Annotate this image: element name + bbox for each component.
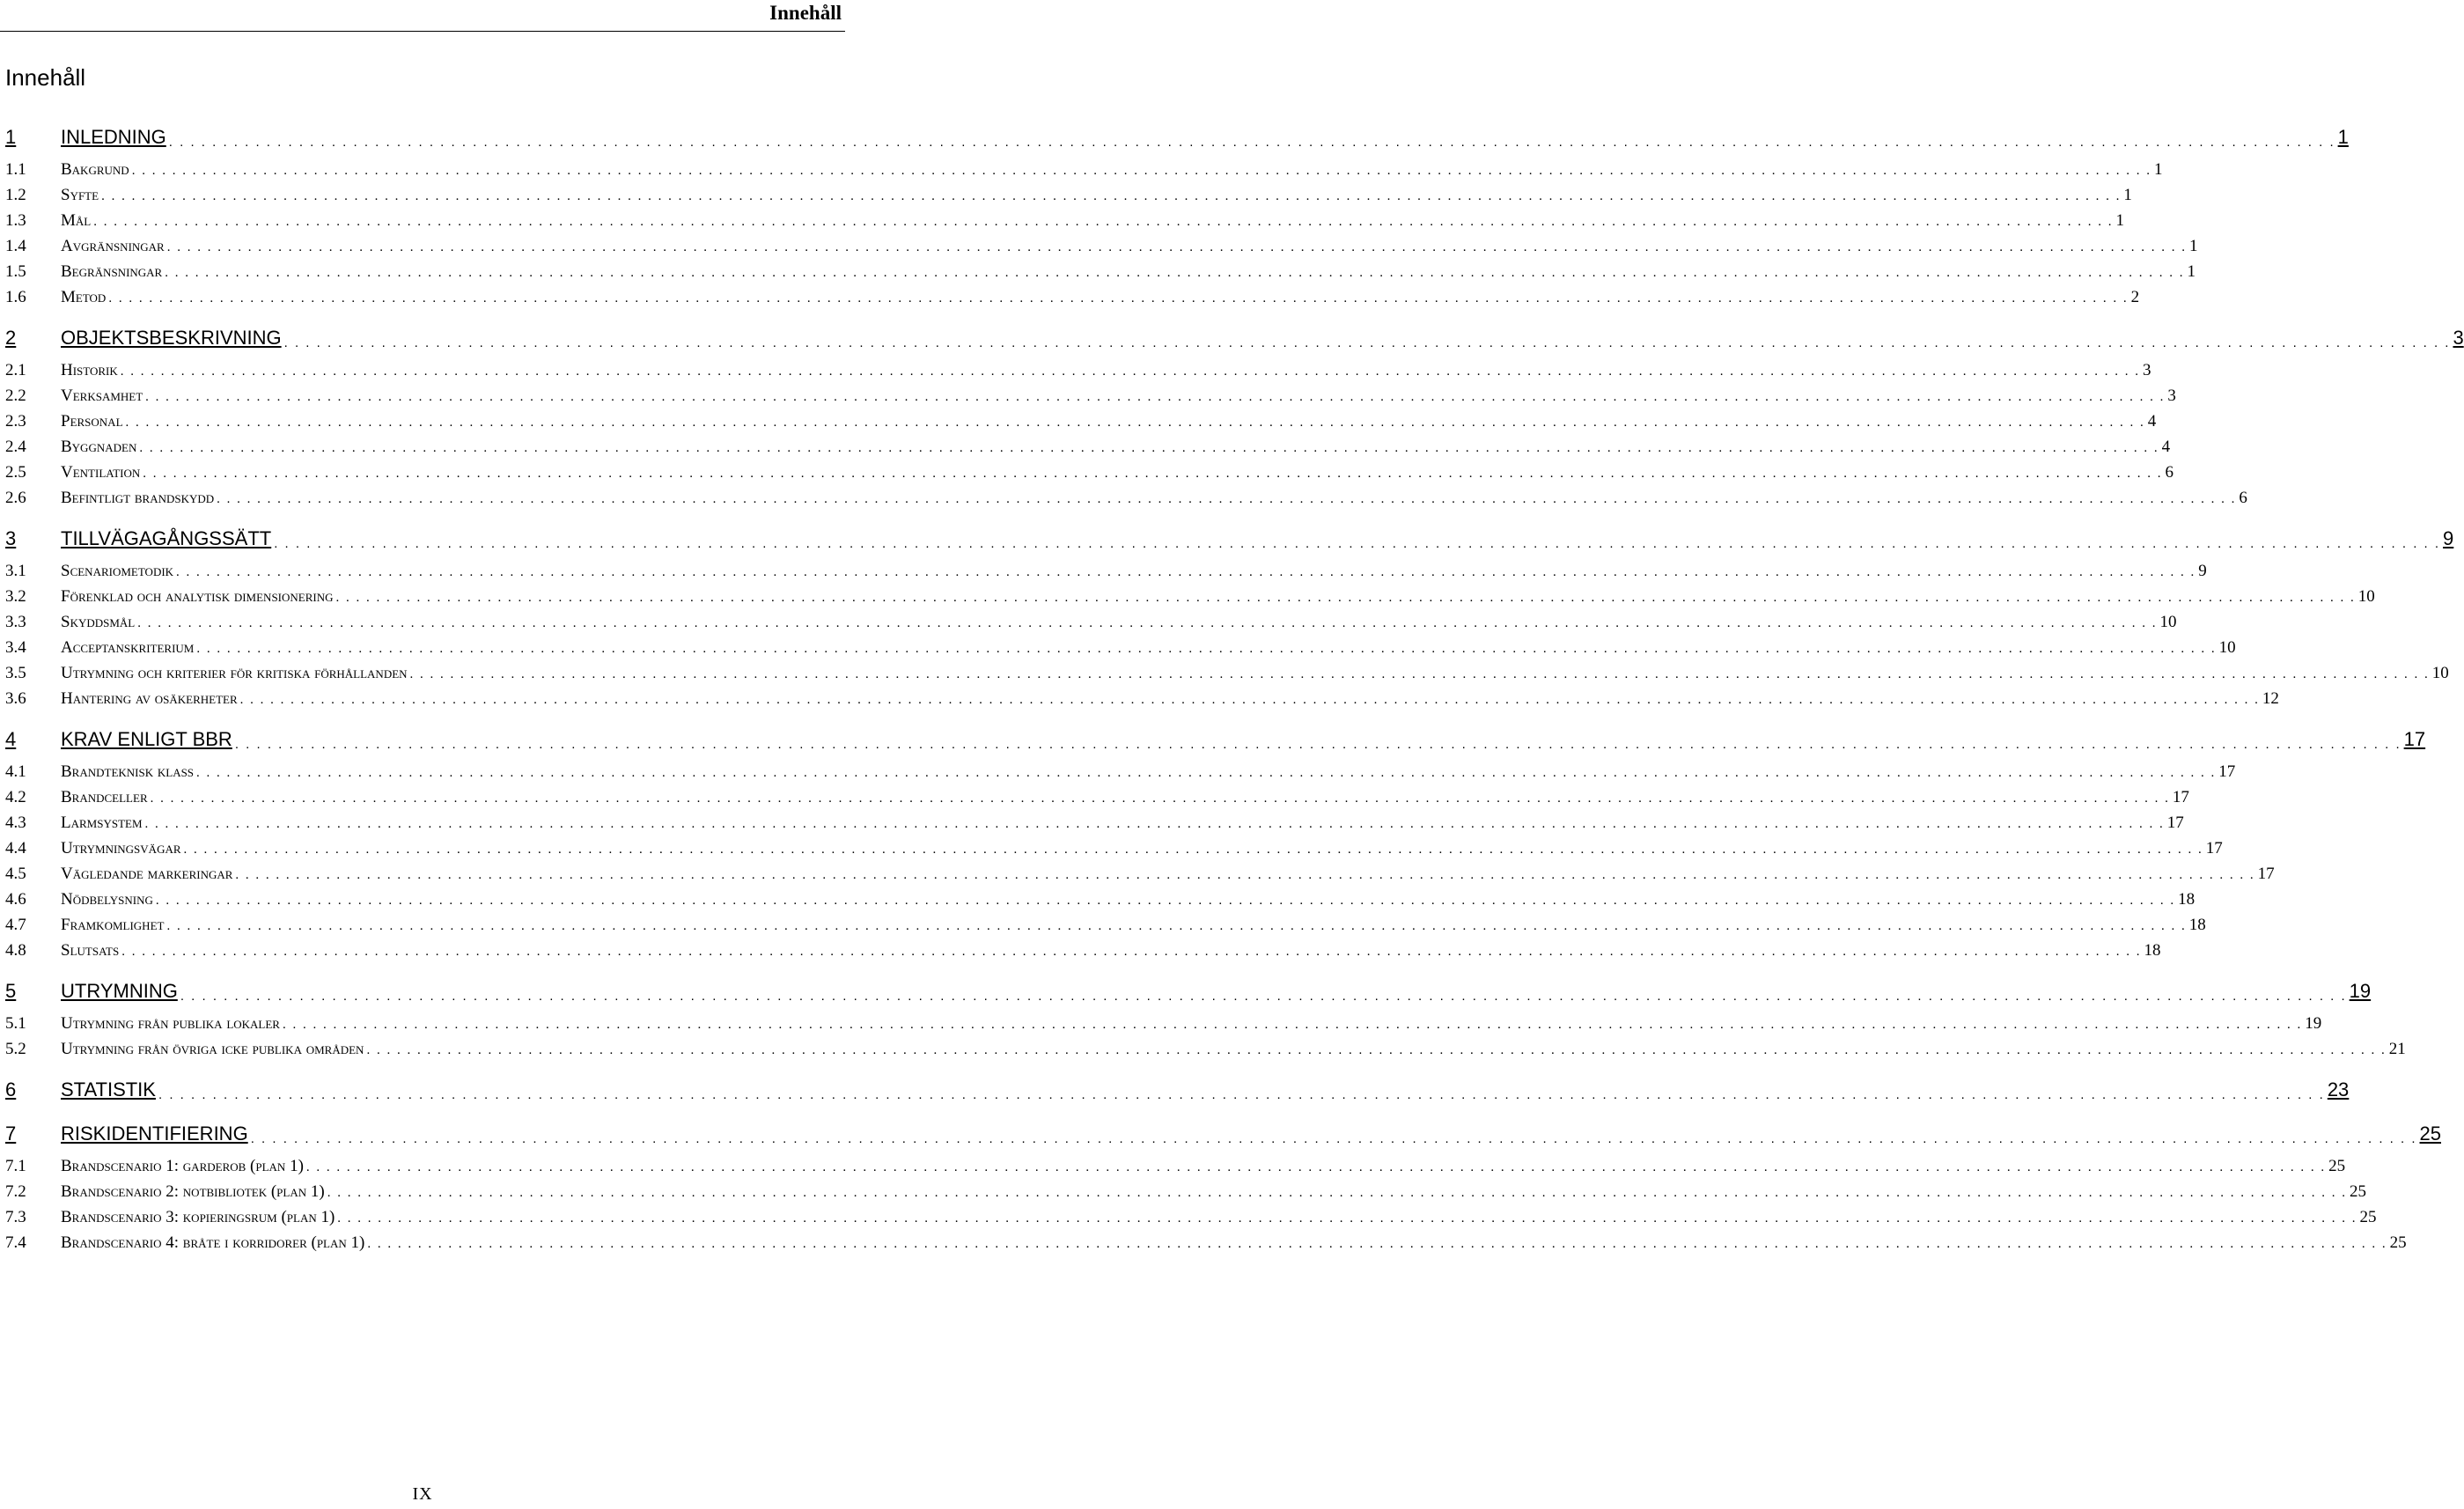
toc-dot-leader: . . . . . . . . . . . . . . . . . . . . . . . . . . . . . . . . . . . . . . . . . . . . . . . . . . . . . . . . . . . . . . . . . . . . . . . . . . . . . . . . . . . . . . . . . . . . . . . . . . . . . . . . . . . . . . . . . . . . . . . . . . . . . . . . . . . . . . . . . . . . . . . . . . . . . . . . . . . . . . . . . . . . . . . . . . . . . . . . . . . . . . . . . . . . . . . . . . . . . . . . bbox=[158, 1087, 2325, 1102]
toc-entry-number: 4.8 bbox=[5, 941, 26, 960]
toc-title: Innehåll bbox=[5, 64, 86, 91]
toc-dot-leader: . . . . . . . . . . . . . . . . . . . . . . . . . . . . . . . . . . . . . . . . . . . . . . . . . . . . . . . . . . . . . . . . . . . . . . . . . . . . . . . . . . . . . . . . . . . . . . . . . . . . . . . . . . . . . . . . . . . . . . . . . . . . . . . . . . . . . . . . . . . . . . . . . . . . . . . . . . . . . . . . . . . . . . . . . . . . . . . . . . . . . . . . . . . . . . . . . . . . . . . . bbox=[93, 215, 2114, 229]
toc-entry-page: 1 bbox=[2115, 211, 2124, 230]
toc-dot-leader: . . . . . . . . . . . . . . . . . . . . . . . . . . . . . . . . . . . . . . . . . . . . . . . . . . . . . . . . . . . . . . . . . . . . . . . . . . . . . . . . . . . . . . . . . . . . . . . . . . . . . . . . . . . . . . . . . . . . . . . . . . . . . . . . . . . . . . . . . . . . . . . . . . . . . . . . . . . . . . . . . . . . . . . . . . . . . . . . . . . . . . . . . . . . . . . . . . . . . . . . bbox=[305, 1160, 2327, 1174]
toc-dot-leader: . . . . . . . . . . . . . . . . . . . . . . . . . . . . . . . . . . . . . . . . . . . . . . . . . . . . . . . . . . . . . . . . . . . . . . . . . . . . . . . . . . . . . . . . . . . . . . . . . . . . . . . . . . . . . . . . . . . . . . . . . . . . . . . . . . . . . . . . . . . . . . . . . . . . . . . . . . . . . . . . . . . . . . . . . . . . . . . . . . . . . . . . . . . . . . . . . . . . . . . . bbox=[235, 868, 2255, 882]
toc-entry-title: INLEDNING bbox=[61, 126, 166, 148]
toc-entry-page: 3 bbox=[2167, 386, 2176, 405]
toc-entry-number: 2.2 bbox=[5, 386, 26, 405]
toc-dot-leader: . . . . . . . . . . . . . . . . . . . . . . . . . . . . . . . . . . . . . . . . . . . . . . . . . . . . . . . . . . . . . . . . . . . . . . . . . . . . . . . . . . . . . . . . . . . . . . . . . . . . . . . . . . . . . . . . . . . . . . . . . . . . . . . . . . . . . . . . . . . . . . . . . . . . . . . . . . . . . . . . . . . . . . . . . . . . . . . . . . . . . . . . . . . . . . . . . . . . . . . . bbox=[168, 135, 2335, 150]
toc-section-entry[interactable] bbox=[5, 686, 2279, 711]
toc-dot-leader: . . . . . . . . . . . . . . . . . . . . . . . . . . . . . . . . . . . . . . . . . . . . . . . . . . . . . . . . . . . . . . . . . . . . . . . . . . . . . . . . . . . . . . . . . . . . . . . . . . . . . . . . . . . . . . . . . . . . . . . . . . . . . . . . . . . . . . . . . . . . . . . . . . . . . . . . . . . . . . . . . . . . . . . . . . . . . . . . . . . . . . . . . . . . . . . . . . . . . . . . bbox=[143, 467, 2163, 481]
toc-entry-title: TILLVÄGAGÅNGSSÄTT bbox=[61, 527, 272, 549]
toc-dot-leader: . . . . . . . . . . . . . . . . . . . . . . . . . . . . . . . . . . . . . . . . . . . . . . . . . . . . . . . . . . . . . . . . . . . . . . . . . . . . . . . . . . . . . . . . . . . . . . . . . . . . . . . . . . . . . . . . . . . . . . . . . . . . . . . . . . . . . . . . . . . . . . . . . . . . . . . . . . . . . . . . . . . . . . . . . . . . . . . . . . . . . . . . . . . . . . . . . . . . . . . . bbox=[250, 1131, 2417, 1146]
toc-dot-leader: . . . . . . . . . . . . . . . . . . . . . . . . . . . . . . . . . . . . . . . . . . . . . . . . . . . . . . . . . . . . . . . . . . . . . . . . . . . . . . . . . . . . . . . . . . . . . . . . . . . . . . . . . . . . . . . . . . . . . . . . . . . . . . . . . . . . . . . . . . . . . . . . . . . . . . . . . . . . . . . . . . . . . . . . . . . . . . . . . . . . . . . . . . . . . . . . . . . . . . . . bbox=[139, 441, 2159, 455]
toc-dot-leader: . . . . . . . . . . . . . . . . . . . . . . . . . . . . . . . . . . . . . . . . . . . . . . . . . . . . . . . . . . . . . . . . . . . . . . . . . . . . . . . . . . . . . . . . . . . . . . . . . . . . . . . . . . . . . . . . . . . . . . . . . . . . . . . . . . . . . . . . . . . . . . . . . . . . . . . . . . . . . . . . . . . . . . . . . . . . . . . . . . . . . . . . . . . . . . . . . . . . . . . . bbox=[131, 164, 2151, 178]
toc-entry-title: Utrymning från publika lokaler bbox=[61, 1014, 280, 1033]
toc-section-entry[interactable] bbox=[5, 182, 2132, 208]
toc-entry-title: STATISTIK bbox=[61, 1078, 156, 1100]
toc-entry-page: 4 bbox=[2147, 412, 2157, 431]
toc-entry-page: 18 bbox=[2178, 890, 2196, 909]
toc-entry-number: 2.6 bbox=[5, 489, 26, 507]
toc-entry-page: 1 bbox=[2153, 160, 2163, 179]
table-of-contents bbox=[5, 121, 2464, 1255]
toc-dot-leader: . . . . . . . . . . . . . . . . . . . . . . . . . . . . . . . . . . . . . . . . . . . . . . . . . . . . . . . . . . . . . . . . . . . . . . . . . . . . . . . . . . . . . . . . . . . . . . . . . . . . . . . . . . . . . . . . . . . . . . . . . . . . . . . . . . . . . . . . . . . . . . . . . . . . . . . . . . . . . . . . . . . . . . . . . . . . . . . . . . . . . . . . . . . . . . . . . . . . . . . . bbox=[166, 919, 2187, 933]
toc-entry-number: 7.3 bbox=[5, 1208, 26, 1226]
toc-entry-page: 19 bbox=[2349, 980, 2372, 1002]
toc-entry-page: 3 bbox=[2453, 327, 2464, 349]
page-number: IX bbox=[412, 1484, 433, 1504]
toc-dot-leader: . . . . . . . . . . . . . . . . . . . . . . . . . . . . . . . . . . . . . . . . . . . . . . . . . . . . . . . . . . . . . . . . . . . . . . . . . . . . . . . . . . . . . . . . . . . . . . . . . . . . . . . . . . . . . . . . . . . . . . . . . . . . . . . . . . . . . . . . . . . . . . . . . . . . . . . . . . . . . . . . . . . . . . . . . . . . . . . . . . . . . . . . . . . . . . . . . . . . . . . . bbox=[108, 291, 2129, 305]
toc-entry-page: 18 bbox=[2144, 941, 2161, 960]
toc-dot-leader: . . . . . . . . . . . . . . . . . . . . . . . . . . . . . . . . . . . . . . . . . . . . . . . . . . . . . . . . . . . . . . . . . . . . . . . . . . . . . . . . . . . . . . . . . . . . . . . . . . . . . . . . . . . . . . . . . . . . . . . . . . . . . . . . . . . . . . . . . . . . . . . . . . . . . . . . . . . . . . . . . . . . . . . . . . . . . . . . . . . . . . . . . . . . . . . . . . . . . . . . bbox=[180, 989, 2347, 1004]
toc-entry-title: Hantering av osäkerheter bbox=[61, 689, 238, 708]
toc-entry-page: 19 bbox=[2305, 1014, 2322, 1033]
toc-section-entry[interactable] bbox=[5, 938, 2161, 963]
toc-section-entry[interactable] bbox=[5, 434, 2171, 460]
toc-dot-leader: . . . . . . . . . . . . . . . . . . . . . . . . . . . . . . . . . . . . . . . . . . . . . . . . . . . . . . . . . . . . . . . . . . . . . . . . . . . . . . . . . . . . . . . . . . . . . . . . . . . . . . . . . . . . . . . . . . . . . . . . . . . . . . . . . . . . . . . . . . . . . . . . . . . . . . . . . . . . . . . . . . . . . . . . . . . . . . . . . . . . . . . . . . . . . . . . . . . . . . . . bbox=[120, 364, 2141, 379]
toc-entry-title: Bakgrund bbox=[61, 160, 129, 179]
toc-section-entry[interactable] bbox=[5, 759, 2236, 784]
toc-section-entry[interactable] bbox=[5, 635, 2236, 660]
toc-chapter-entry[interactable] bbox=[5, 1118, 2441, 1150]
toc-entry-number: 2.4 bbox=[5, 438, 26, 456]
toc-entry-page: 12 bbox=[2262, 689, 2279, 708]
toc-dot-leader: . . . . . . . . . . . . . . . . . . . . . . . . . . . . . . . . . . . . . . . . . . . . . . . . . . . . . . . . . . . . . . . . . . . . . . . . . . . . . . . . . . . . . . . . . . . . . . . . . . . . . . . . . . . . . . . . . . . . . . . . . . . . . . . . . . . . . . . . . . . . . . . . . . . . . . . . . . . . . . . . . . . . . . . . . . . . . . . . . . . . . . . . . . . . . . . . . . . . . . . . bbox=[155, 894, 2176, 908]
toc-entry-number: 5.2 bbox=[5, 1040, 26, 1058]
toc-entry-page: 25 bbox=[2419, 1123, 2441, 1145]
toc-entry-title: Skyddsmål bbox=[61, 613, 136, 631]
toc-entry-title: Framkomlighet bbox=[61, 916, 165, 934]
toc-section-entry[interactable] bbox=[5, 157, 2163, 182]
toc-entry-number: 4.4 bbox=[5, 839, 26, 858]
toc-entry-number: 3.6 bbox=[5, 689, 26, 708]
toc-entry-number: 5.1 bbox=[5, 1014, 26, 1033]
toc-entry-title: Brandscenario 2: notbibliotek (plan 1) bbox=[61, 1182, 325, 1201]
toc-section-entry[interactable] bbox=[5, 284, 2140, 310]
toc-entry-title: Brandscenario 3: kopieringsrum (plan 1) bbox=[61, 1208, 335, 1226]
toc-entry-page: 9 bbox=[2198, 562, 2207, 580]
toc-entry-number: 1.2 bbox=[5, 186, 26, 204]
toc-dot-leader: . . . . . . . . . . . . . . . . . . . . . . . . . . . . . . . . . . . . . . . . . . . . . . . . . . . . . . . . . . . . . . . . . . . . . . . . . . . . . . . . . . . . . . . . . . . . . . . . . . . . . . . . . . . . . . . . . . . . . . . . . . . . . . . . . . . . . . . . . . . . . . . . . . . . . . . . . . . . . . . . . . . . . . . . . . . . . . . . . . . . . . . . . . . . . . . . . . . . . . . . bbox=[165, 266, 2185, 280]
toc-entry-number: 7.1 bbox=[5, 1157, 26, 1175]
toc-entry-title: Utrymning och kriterier för kritiska förhållanden bbox=[61, 664, 408, 682]
toc-chapter-entry[interactable] bbox=[5, 724, 2426, 755]
toc-dot-leader: . . . . . . . . . . . . . . . . . . . . . . . . . . . . . . . . . . . . . . . . . . . . . . . . . . . . . . . . . . . . . . . . . . . . . . . . . . . . . . . . . . . . . . . . . . . . . . . . . . . . . . . . . . . . . . . . . . . . . . . . . . . . . . . . . . . . . . . . . . . . . . . . . . . . . . . . . . . . . . . . . . . . . . . . . . . . . . . . . . . . . . . . . . . . . . . . . . . . . . . . bbox=[176, 565, 2196, 579]
toc-section-entry[interactable] bbox=[5, 1153, 2346, 1179]
toc-entry-number: 1.3 bbox=[5, 211, 26, 230]
toc-entry-number: 4.3 bbox=[5, 813, 26, 832]
toc-entry-page: 6 bbox=[2165, 463, 2174, 482]
toc-dot-leader: . . . . . . . . . . . . . . . . . . . . . . . . . . . . . . . . . . . . . . . . . . . . . . . . . . . . . . . . . . . . . . . . . . . . . . . . . . . . . . . . . . . . . . . . . . . . . . . . . . . . . . . . . . . . . . . . . . . . . . . . . . . . . . . . . . . . . . . . . . . . . . . . . . . . . . . . . . . . . . . . . . . . . . . . . . . . . . . . . . . . . . . . . . . . . . . . . . . . . . . . bbox=[274, 536, 2441, 551]
toc-entry-title: Verksamhet bbox=[61, 386, 143, 405]
toc-entry-number: 1.5 bbox=[5, 262, 26, 281]
toc-dot-leader: . . . . . . . . . . . . . . . . . . . . . . . . . . . . . . . . . . . . . . . . . . . . . . . . . . . . . . . . . . . . . . . . . . . . . . . . . . . . . . . . . . . . . . . . . . . . . . . . . . . . . . . . . . . . . . . . . . . . . . . . . . . . . . . . . . . . . . . . . . . . . . . . . . . . . . . . . . . . . . . . . . . . . . . . . . . . . . . . . . . . . . . . . . . . . . . . . . . . . . . . bbox=[217, 492, 2237, 506]
toc-entry-number: 6 bbox=[5, 1078, 17, 1100]
toc-entry-page: 10 bbox=[2357, 587, 2375, 606]
toc-entry-title: Avgränsningar bbox=[61, 237, 165, 255]
toc-entry-title: Slutsats bbox=[61, 941, 120, 960]
toc-dot-leader: . . . . . . . . . . . . . . . . . . . . . . . . . . . . . . . . . . . . . . . . . . . . . . . . . . . . . . . . . . . . . . . . . . . . . . . . . . . . . . . . . . . . . . . . . . . . . . . . . . . . . . . . . . . . . . . . . . . . . . . . . . . . . . . . . . . . . . . . . . . . . . . . . . . . . . . . . . . . . . . . . . . . . . . . . . . . . . . . . . . . . . . . . . . . . . . . . . . . . . . . bbox=[183, 843, 2203, 857]
toc-entry-title: Befintligt brandskydd bbox=[61, 489, 215, 507]
toc-dot-leader: . . . . . . . . . . . . . . . . . . . . . . . . . . . . . . . . . . . . . . . . . . . . . . . . . . . . . . . . . . . . . . . . . . . . . . . . . . . . . . . . . . . . . . . . . . . . . . . . . . . . . . . . . . . . . . . . . . . . . . . . . . . . . . . . . . . . . . . . . . . . . . . . . . . . . . . . . . . . . . . . . . . . . . . . . . . . . . . . . . . . . . . . . . . . . . . . . . . . . . . . bbox=[196, 642, 2217, 656]
toc-section-entry[interactable] bbox=[5, 460, 2174, 485]
toc-dot-leader: . . . . . . . . . . . . . . . . . . . . . . . . . . . . . . . . . . . . . . . . . . . . . . . . . . . . . . . . . . . . . . . . . . . . . . . . . . . . . . . . . . . . . . . . . . . . . . . . . . . . . . . . . . . . . . . . . . . . . . . . . . . . . . . . . . . . . . . . . . . . . . . . . . . . . . . . . . . . . . . . . . . . . . . . . . . . . . . . . . . . . . . . . . . . . . . . . . . . . . . . bbox=[137, 616, 2158, 630]
toc-entry-page: 10 bbox=[2218, 638, 2236, 657]
toc-entry-page: 10 bbox=[2159, 613, 2177, 631]
toc-section-entry[interactable] bbox=[5, 1204, 2377, 1230]
toc-entry-number: 4.7 bbox=[5, 916, 26, 934]
toc-dot-leader: . . . . . . . . . . . . . . . . . . . . . . . . . . . . . . . . . . . . . . . . . . . . . . . . . . . . . . . . . . . . . . . . . . . . . . . . . . . . . . . . . . . . . . . . . . . . . . . . . . . . . . . . . . . . . . . . . . . . . . . . . . . . . . . . . . . . . . . . . . . . . . . . . . . . . . . . . . . . . . . . . . . . . . . . . . . . . . . . . . . . . . . . . . . . . . . . . . . . . . . . bbox=[367, 1237, 2387, 1251]
toc-dot-leader: . . . . . . . . . . . . . . . . . . . . . . . . . . . . . . . . . . . . . . . . . . . . . . . . . . . . . . . . . . . . . . . . . . . . . . . . . . . . . . . . . . . . . . . . . . . . . . . . . . . . . . . . . . . . . . . . . . . . . . . . . . . . . . . . . . . . . . . . . . . . . . . . . . . . . . . . . . . . . . . . . . . . . . . . . . . . . . . . . . . . . . . . . . . . . . . . . . . . . . . . bbox=[145, 390, 2166, 404]
toc-entry-title: Metod bbox=[61, 288, 107, 306]
toc-entry-page: 6 bbox=[2239, 489, 2247, 507]
toc-entry-page: 1 bbox=[2187, 262, 2196, 281]
toc-entry-title: Brandscenario 1: garderob (plan 1) bbox=[61, 1157, 304, 1175]
toc-entry-number: 3.3 bbox=[5, 613, 26, 631]
toc-entry-number: 4.6 bbox=[5, 890, 26, 909]
toc-entry-page: 25 bbox=[2328, 1157, 2346, 1175]
toc-section-entry[interactable] bbox=[5, 861, 2275, 887]
toc-entry-title: Larmsystem bbox=[61, 813, 143, 832]
toc-entry-number: 1.4 bbox=[5, 237, 26, 255]
toc-entry-page: 25 bbox=[2359, 1208, 2377, 1226]
toc-entry-page: 17 bbox=[2205, 839, 2223, 858]
toc-entry-title: KRAV ENLIGT BBR bbox=[61, 728, 232, 750]
toc-entry-page: 1 bbox=[2337, 126, 2349, 148]
toc-entry-page: 17 bbox=[2172, 788, 2189, 806]
toc-entry-page: 17 bbox=[2166, 813, 2184, 832]
toc-entry-number: 4 bbox=[5, 728, 17, 750]
toc-entry-number: 5 bbox=[5, 980, 17, 1002]
header-rule bbox=[0, 31, 845, 32]
toc-entry-number: 4.2 bbox=[5, 788, 26, 806]
toc-entry-number: 1 bbox=[5, 126, 17, 148]
toc-entry-title: Begränsningar bbox=[61, 262, 163, 281]
toc-entry-number: 4.5 bbox=[5, 865, 26, 883]
toc-section-entry[interactable] bbox=[5, 259, 2196, 284]
toc-entry-page: 17 bbox=[2257, 865, 2275, 883]
toc-entry-title: Ventilation bbox=[61, 463, 141, 482]
toc-section-entry[interactable] bbox=[5, 233, 2198, 259]
toc-entry-title: UTRYMNING bbox=[61, 980, 178, 1002]
toc-entry-number: 2 bbox=[5, 327, 17, 349]
toc-dot-leader: . . . . . . . . . . . . . . . . . . . . . . . . . . . . . . . . . . . . . . . . . . . . . . . . . . . . . . . . . . . . . . . . . . . . . . . . . . . . . . . . . . . . . . . . . . . . . . . . . . . . . . . . . . . . . . . . . . . . . . . . . . . . . . . . . . . . . . . . . . . . . . . . . . . . . . . . . . . . . . . . . . . . . . . . . . . . . . . . . . . . . . . . . . . . . . . . . . . . . . . . bbox=[101, 189, 2122, 203]
toc-entry-title: Förenklad och analytisk dimensionering bbox=[61, 587, 334, 606]
toc-section-entry[interactable] bbox=[5, 660, 2449, 686]
toc-dot-leader: . . . . . . . . . . . . . . . . . . . . . . . . . . . . . . . . . . . . . . . . . . . . . . . . . . . . . . . . . . . . . . . . . . . . . . . . . . . . . . . . . . . . . . . . . . . . . . . . . . . . . . . . . . . . . . . . . . . . . . . . . . . . . . . . . . . . . . . . . . . . . . . . . . . . . . . . . . . . . . . . . . . . . . . . . . . . . . . . . . . . . . . . . . . . . . . . . . . . . . . . bbox=[166, 240, 2187, 254]
toc-entry-title: Brandceller bbox=[61, 788, 148, 806]
toc-entry-title: Acceptanskriterium bbox=[61, 638, 195, 657]
running-header: Innehåll bbox=[769, 2, 842, 24]
toc-entry-page: 9 bbox=[2443, 527, 2454, 549]
toc-entry-title: Brandscenario 4: bråte i korridorer (plan 1) bbox=[61, 1233, 365, 1252]
toc-dot-leader: . . . . . . . . . . . . . . . . . . . . . . . . . . . . . . . . . . . . . . . . . . . . . . . . . . . . . . . . . . . . . . . . . . . . . . . . . . . . . . . . . . . . . . . . . . . . . . . . . . . . . . . . . . . . . . . . . . . . . . . . . . . . . . . . . . . . . . . . . . . . . . . . . . . . . . . . . . . . . . . . . . . . . . . . . . . . . . . . . . . . . . . . . . . . . . . . . . . . . . . . bbox=[327, 1186, 2347, 1200]
toc-entry-title: Syfte bbox=[61, 186, 99, 204]
toc-section-entry[interactable] bbox=[5, 383, 2176, 409]
toc-section-entry[interactable] bbox=[5, 810, 2184, 835]
toc-section-entry[interactable] bbox=[5, 784, 2189, 810]
toc-dot-leader: . . . . . . . . . . . . . . . . . . . . . . . . . . . . . . . . . . . . . . . . . . . . . . . . . . . . . . . . . . . . . . . . . . . . . . . . . . . . . . . . . . . . . . . . . . . . . . . . . . . . . . . . . . . . . . . . . . . . . . . . . . . . . . . . . . . . . . . . . . . . . . . . . . . . . . . . . . . . . . . . . . . . . . . . . . . . . . . . . . . . . . . . . . . . . . . . . . . . . . . . bbox=[239, 693, 2260, 707]
toc-entry-page: 1 bbox=[2188, 237, 2198, 255]
toc-section-entry[interactable] bbox=[5, 912, 2206, 938]
toc-entry-page: 18 bbox=[2188, 916, 2206, 934]
toc-entry-number: 3.5 bbox=[5, 664, 26, 682]
toc-dot-leader: . . . . . . . . . . . . . . . . . . . . . . . . . . . . . . . . . . . . . . . . . . . . . . . . . . . . . . . . . . . . . . . . . . . . . . . . . . . . . . . . . . . . . . . . . . . . . . . . . . . . . . . . . . . . . . . . . . . . . . . . . . . . . . . . . . . . . . . . . . . . . . . . . . . . . . . . . . . . . . . . . . . . . . . . . . . . . . . . . . . . . . . . . . . . . . . . . . . . . . . . bbox=[234, 737, 2401, 752]
toc-chapter-entry[interactable] bbox=[5, 523, 2454, 555]
toc-section-entry[interactable] bbox=[5, 558, 2207, 584]
toc-section-entry[interactable] bbox=[5, 409, 2157, 434]
toc-entry-page: 17 bbox=[2403, 728, 2426, 750]
toc-entry-number: 3 bbox=[5, 527, 17, 549]
toc-entry-title: Vägledande markeringar bbox=[61, 865, 233, 883]
toc-entry-number: 7.4 bbox=[5, 1233, 26, 1252]
toc-entry-number: 7 bbox=[5, 1123, 17, 1145]
toc-entry-number: 3.2 bbox=[5, 587, 26, 606]
toc-section-entry[interactable] bbox=[5, 357, 2151, 383]
toc-dot-leader: . . . . . . . . . . . . . . . . . . . . . . . . . . . . . . . . . . . . . . . . . . . . . . . . . . . . . . . . . . . . . . . . . . . . . . . . . . . . . . . . . . . . . . . . . . . . . . . . . . . . . . . . . . . . . . . . . . . . . . . . . . . . . . . . . . . . . . . . . . . . . . . . . . . . . . . . . . . . . . . . . . . . . . . . . . . . . . . . . . . . . . . . . . . . . . . . . . . . . . . . bbox=[335, 591, 2356, 605]
toc-chapter-entry[interactable] bbox=[5, 121, 2349, 153]
toc-entry-title: RISKIDENTIFIERING bbox=[61, 1123, 248, 1145]
toc-section-entry[interactable] bbox=[5, 609, 2177, 635]
toc-section-entry[interactable] bbox=[5, 584, 2375, 609]
toc-dot-leader: . . . . . . . . . . . . . . . . . . . . . . . . . . . . . . . . . . . . . . . . . . . . . . . . . . . . . . . . . . . . . . . . . . . . . . . . . . . . . . . . . . . . . . . . . . . . . . . . . . . . . . . . . . . . . . . . . . . . . . . . . . . . . . . . . . . . . . . . . . . . . . . . . . . . . . . . . . . . . . . . . . . . . . . . . . . . . . . . . . . . . . . . . . . . . . . . . . . . . . . . bbox=[409, 667, 2430, 681]
toc-entry-number: 2.3 bbox=[5, 412, 26, 431]
toc-entry-title: Personal bbox=[61, 412, 123, 431]
toc-entry-title: Historik bbox=[61, 361, 118, 379]
toc-entry-page: 25 bbox=[2389, 1233, 2407, 1252]
toc-entry-title: Utrymningsvägar bbox=[61, 839, 181, 858]
toc-entry-title: Brandteknisk klass bbox=[61, 762, 195, 781]
toc-dot-leader: . . . . . . . . . . . . . . . . . . . . . . . . . . . . . . . . . . . . . . . . . . . . . . . . . . . . . . . . . . . . . . . . . . . . . . . . . . . . . . . . . . . . . . . . . . . . . . . . . . . . . . . . . . . . . . . . . . . . . . . . . . . . . . . . . . . . . . . . . . . . . . . . . . . . . . . . . . . . . . . . . . . . . . . . . . . . . . . . . . . . . . . . . . . . . . . . . . . . . . . . bbox=[337, 1211, 2357, 1226]
toc-entry-page: 1 bbox=[2123, 186, 2132, 204]
toc-entry-page: 10 bbox=[2431, 664, 2449, 682]
toc-section-entry[interactable] bbox=[5, 835, 2223, 861]
toc-section-entry[interactable] bbox=[5, 485, 2247, 511]
toc-section-entry[interactable] bbox=[5, 1011, 2322, 1036]
toc-entry-number: 3.4 bbox=[5, 638, 26, 657]
toc-dot-leader: . . . . . . . . . . . . . . . . . . . . . . . . . . . . . . . . . . . . . . . . . . . . . . . . . . . . . . . . . . . . . . . . . . . . . . . . . . . . . . . . . . . . . . . . . . . . . . . . . . . . . . . . . . . . . . . . . . . . . . . . . . . . . . . . . . . . . . . . . . . . . . . . . . . . . . . . . . . . . . . . . . . . . . . . . . . . . . . . . . . . . . . . . . . . . . . . . . . . . . . . bbox=[366, 1043, 2387, 1057]
toc-entry-title: Byggnaden bbox=[61, 438, 137, 456]
toc-entry-page: 4 bbox=[2161, 438, 2171, 456]
toc-entry-title: Utrymning från övriga icke publika områden bbox=[61, 1040, 364, 1058]
toc-section-entry[interactable] bbox=[5, 1230, 2407, 1255]
toc-section-entry[interactable] bbox=[5, 1036, 2406, 1062]
toc-chapter-entry[interactable] bbox=[5, 322, 2464, 354]
toc-entry-number: 1.6 bbox=[5, 288, 26, 306]
toc-entry-page: 3 bbox=[2143, 361, 2151, 379]
toc-entry-number: 2.5 bbox=[5, 463, 26, 482]
toc-chapter-entry[interactable] bbox=[5, 975, 2372, 1007]
toc-entry-number: 1.1 bbox=[5, 160, 26, 179]
toc-entry-page: 21 bbox=[2388, 1040, 2406, 1058]
toc-section-entry[interactable] bbox=[5, 1179, 2366, 1204]
toc-entry-title: Nödbelysning bbox=[61, 890, 153, 909]
toc-chapter-entry[interactable] bbox=[5, 1074, 2350, 1106]
toc-dot-leader: . . . . . . . . . . . . . . . . . . . . . . . . . . . . . . . . . . . . . . . . . . . . . . . . . . . . . . . . . . . . . . . . . . . . . . . . . . . . . . . . . . . . . . . . . . . . . . . . . . . . . . . . . . . . . . . . . . . . . . . . . . . . . . . . . . . . . . . . . . . . . . . . . . . . . . . . . . . . . . . . . . . . . . . . . . . . . . . . . . . . . . . . . . . . . . . . . . . . . . . . bbox=[196, 766, 2217, 780]
toc-section-entry[interactable] bbox=[5, 208, 2124, 233]
toc-entry-page: 23 bbox=[2327, 1078, 2350, 1100]
toc-entry-number: 4.1 bbox=[5, 762, 26, 781]
toc-entry-page: 17 bbox=[2218, 762, 2236, 781]
toc-entry-title: Mål bbox=[61, 211, 92, 230]
toc-dot-leader: . . . . . . . . . . . . . . . . . . . . . . . . . . . . . . . . . . . . . . . . . . . . . . . . . . . . . . . . . . . . . . . . . . . . . . . . . . . . . . . . . . . . . . . . . . . . . . . . . . . . . . . . . . . . . . . . . . . . . . . . . . . . . . . . . . . . . . . . . . . . . . . . . . . . . . . . . . . . . . . . . . . . . . . . . . . . . . . . . . . . . . . . . . . . . . . . . . . . . . . . bbox=[144, 817, 2165, 831]
toc-entry-number: 3.1 bbox=[5, 562, 26, 580]
toc-entry-page: 2 bbox=[2130, 288, 2140, 306]
toc-entry-title: OBJEKTSBESKRIVNING bbox=[61, 327, 282, 349]
toc-dot-leader: . . . . . . . . . . . . . . . . . . . . . . . . . . . . . . . . . . . . . . . . . . . . . . . . . . . . . . . . . . . . . . . . . . . . . . . . . . . . . . . . . . . . . . . . . . . . . . . . . . . . . . . . . . . . . . . . . . . . . . . . . . . . . . . . . . . . . . . . . . . . . . . . . . . . . . . . . . . . . . . . . . . . . . . . . . . . . . . . . . . . . . . . . . . . . . . . . . . . . . . . bbox=[125, 416, 2145, 430]
toc-dot-leader: . . . . . . . . . . . . . . . . . . . . . . . . . . . . . . . . . . . . . . . . . . . . . . . . . . . . . . . . . . . . . . . . . . . . . . . . . . . . . . . . . . . . . . . . . . . . . . . . . . . . . . . . . . . . . . . . . . . . . . . . . . . . . . . . . . . . . . . . . . . . . . . . . . . . . . . . . . . . . . . . . . . . . . . . . . . . . . . . . . . . . . . . . . . . . . . . . . . . . . . . bbox=[121, 945, 2142, 959]
toc-dot-leader: . . . . . . . . . . . . . . . . . . . . . . . . . . . . . . . . . . . . . . . . . . . . . . . . . . . . . . . . . . . . . . . . . . . . . . . . . . . . . . . . . . . . . . . . . . . . . . . . . . . . . . . . . . . . . . . . . . . . . . . . . . . . . . . . . . . . . . . . . . . . . . . . . . . . . . . . . . . . . . . . . . . . . . . . . . . . . . . . . . . . . . . . . . . . . . . . . . . . . . . . bbox=[150, 791, 2170, 806]
toc-entry-title: Scenariometodik bbox=[61, 562, 174, 580]
toc-entry-page: 25 bbox=[2349, 1182, 2366, 1201]
toc-dot-leader: . . . . . . . . . . . . . . . . . . . . . . . . . . . . . . . . . . . . . . . . . . . . . . . . . . . . . . . . . . . . . . . . . . . . . . . . . . . . . . . . . . . . . . . . . . . . . . . . . . . . . . . . . . . . . . . . . . . . . . . . . . . . . . . . . . . . . . . . . . . . . . . . . . . . . . . . . . . . . . . . . . . . . . . . . . . . . . . . . . . . . . . . . . . . . . . . . . . . . . . . bbox=[283, 335, 2451, 350]
toc-dot-leader: . . . . . . . . . . . . . . . . . . . . . . . . . . . . . . . . . . . . . . . . . . . . . . . . . . . . . . . . . . . . . . . . . . . . . . . . . . . . . . . . . . . . . . . . . . . . . . . . . . . . . . . . . . . . . . . . . . . . . . . . . . . . . . . . . . . . . . . . . . . . . . . . . . . . . . . . . . . . . . . . . . . . . . . . . . . . . . . . . . . . . . . . . . . . . . . . . . . . . . . . bbox=[282, 1018, 2303, 1032]
toc-entry-number: 2.1 bbox=[5, 361, 26, 379]
toc-entry-number: 7.2 bbox=[5, 1182, 26, 1201]
toc-section-entry[interactable] bbox=[5, 887, 2196, 912]
